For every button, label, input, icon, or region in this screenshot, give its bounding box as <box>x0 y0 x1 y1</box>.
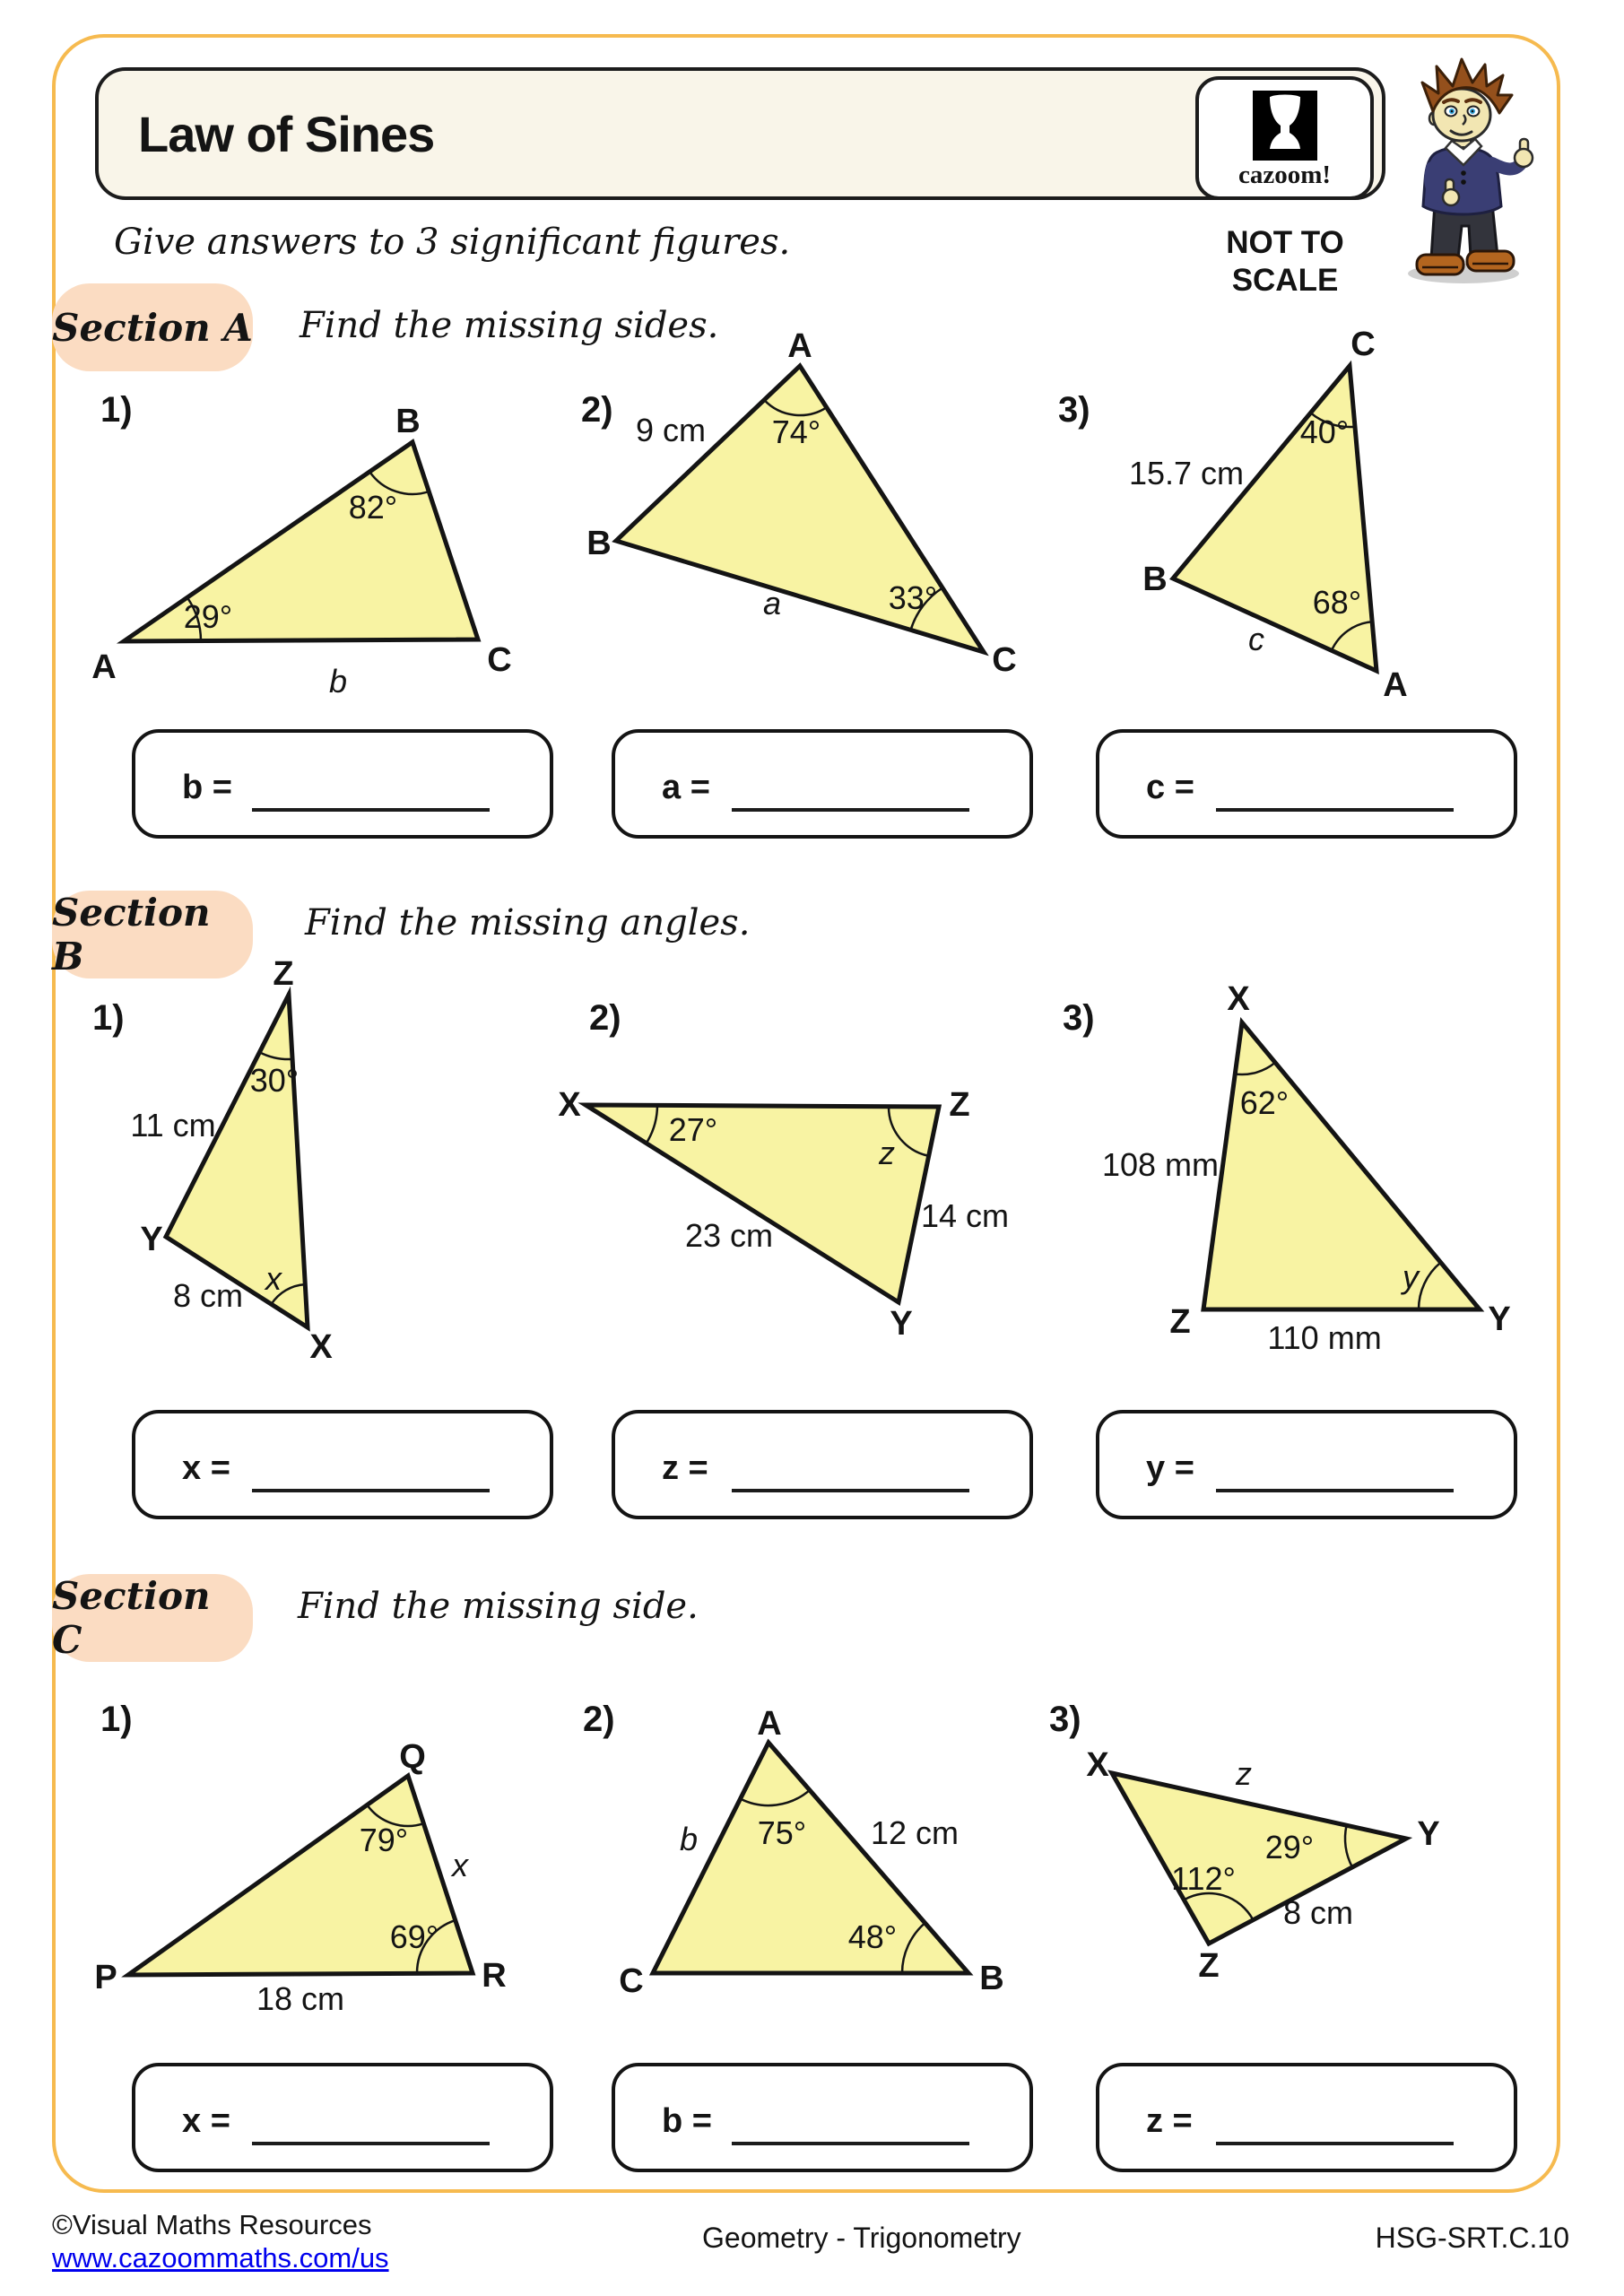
measure-label: 8 cm <box>172 1277 244 1314</box>
vertex-label: C <box>619 1962 644 2000</box>
vertex-label: P <box>94 1959 117 1996</box>
answer-label: b = <box>662 2102 712 2140</box>
measure-label: 27° <box>668 1111 718 1148</box>
mascot-illustration <box>1392 56 1535 285</box>
answer-box <box>612 2063 1033 2172</box>
measure-label: 68° <box>1312 584 1362 621</box>
answer-box <box>132 1410 553 1519</box>
answer-label: z = <box>1146 2102 1193 2140</box>
section-a-prompt: Find the missing sides. <box>300 305 719 346</box>
measure-label: 30° <box>249 1062 300 1099</box>
side-variable-label: z <box>879 1135 895 1171</box>
answer-line[interactable] <box>732 808 969 812</box>
cazoom-logo-text: cazoom! <box>1238 161 1332 189</box>
answer-label: c = <box>1146 769 1194 806</box>
vertex-label: C <box>1350 326 1376 363</box>
answer-line[interactable] <box>732 2142 969 2145</box>
answer-box <box>1096 2063 1517 2172</box>
measure-label: 110 mm <box>1267 1319 1382 1356</box>
cazoom-goblet-icon <box>1253 91 1317 161</box>
answer-line[interactable] <box>252 808 490 812</box>
triangle-shape <box>1203 1022 1480 1309</box>
triangle-shape <box>1112 1773 1406 1944</box>
section-b-label: Section B <box>52 891 253 978</box>
answer-box <box>612 729 1033 839</box>
vertex-label: C <box>487 641 512 679</box>
problem-number: 2) <box>589 998 621 1038</box>
vertex-label: Y <box>890 1305 913 1343</box>
section-a-label: Section A <box>52 283 253 371</box>
answer-line[interactable] <box>1216 1489 1454 1492</box>
measure-label: 112° <box>1171 1860 1236 1897</box>
section-b-prompt: Find the missing angles. <box>305 902 751 944</box>
vertex-label: X <box>1086 1746 1109 1784</box>
answer-line[interactable] <box>732 1489 969 1492</box>
vertex-label: A <box>1383 666 1408 704</box>
answer-label: b = <box>182 769 232 806</box>
answer-label: x = <box>182 1449 230 1487</box>
measure-label: 11 cm <box>130 1107 216 1144</box>
measure-label: 79° <box>359 1822 409 1858</box>
measure-label: 12 cm <box>870 1814 960 1851</box>
measure-label: 40° <box>1299 413 1350 450</box>
measure-label: 75° <box>757 1814 807 1851</box>
not-to-scale-note <box>1188 224 1382 300</box>
website-link[interactable]: www.cazoommaths.com/us <box>52 2242 389 2274</box>
page-title: Law of Sines <box>138 105 435 162</box>
problem-number: 3) <box>1049 1700 1081 1739</box>
side-variable-label: y <box>1403 1258 1419 1295</box>
answer-line[interactable] <box>1216 2142 1454 2145</box>
measure-label: 82° <box>348 489 398 526</box>
measure-label: 15.7 cm <box>1128 455 1245 491</box>
vertex-label: B <box>1142 561 1168 598</box>
triangle-shape <box>1173 366 1376 671</box>
copyright-text: ©Visual Maths Resources <box>52 2209 372 2240</box>
vertex-label: Q <box>399 1738 426 1776</box>
problem-number: 1) <box>100 1700 133 1739</box>
vertex-label: X <box>1227 980 1250 1018</box>
side-variable-label: b <box>679 1821 699 1857</box>
side-variable-label: c <box>1248 621 1264 657</box>
answer-box <box>132 2063 553 2172</box>
answer-line[interactable] <box>252 2142 490 2145</box>
instruction-text: Give answers to 3 significant figures. <box>114 222 791 263</box>
answer-label: x = <box>182 2102 230 2140</box>
side-variable-label: x <box>265 1260 282 1297</box>
answer-box <box>1096 729 1517 839</box>
vertex-label: B <box>395 403 421 440</box>
measure-label: 62° <box>1239 1084 1290 1121</box>
side-variable-label: b <box>328 663 348 700</box>
section-c-label: Section C <box>52 1574 253 1662</box>
vertex-label: A <box>787 327 812 365</box>
vertex-label: Z <box>273 955 294 993</box>
triangle-shape <box>653 1743 968 1973</box>
vertex-label: Y <box>140 1221 163 1258</box>
measure-label: 108 mm <box>1101 1146 1220 1183</box>
problem-number: 1) <box>92 998 125 1038</box>
answer-box <box>132 729 553 839</box>
triangle-shape <box>124 442 478 641</box>
problem-number: 2) <box>581 390 613 430</box>
measure-label: 9 cm <box>635 412 707 448</box>
vertex-label: Z <box>1169 1303 1191 1341</box>
measure-label: 23 cm <box>684 1217 774 1254</box>
vertex-label: Y <box>1417 1815 1440 1853</box>
measure-label: 33° <box>888 579 938 616</box>
answer-box <box>612 1410 1033 1519</box>
side-variable-label: x <box>452 1847 468 1883</box>
side-variable-label: z <box>1236 1755 1252 1792</box>
problem-number: 3) <box>1058 390 1090 430</box>
measure-label: 29° <box>183 598 233 635</box>
worksheet-title-box <box>95 67 1385 200</box>
footer-topic: Geometry - Trigonometry <box>702 2222 1021 2254</box>
measure-label: 69° <box>389 1918 439 1955</box>
measure-label: 14 cm <box>920 1197 1010 1234</box>
answer-label: y = <box>1146 1449 1194 1487</box>
vertex-label: B <box>979 1960 1004 1997</box>
answer-line[interactable] <box>1216 808 1454 812</box>
measure-label: 74° <box>771 413 821 450</box>
vertex-label: B <box>586 525 612 562</box>
vertex-label: X <box>558 1086 581 1124</box>
vertex-label: Y <box>1488 1300 1511 1338</box>
answer-label: z = <box>662 1449 708 1487</box>
vertex-label: A <box>91 648 117 686</box>
measure-label: 48° <box>847 1918 898 1955</box>
section-c-prompt: Find the missing side. <box>298 1586 699 1627</box>
problem-number: 1) <box>100 390 133 430</box>
measure-label: 8 cm <box>1282 1894 1354 1931</box>
vertex-label: R <box>482 1957 507 1995</box>
side-variable-label: a <box>762 585 782 622</box>
answer-label: a = <box>662 769 710 806</box>
problem-number: 2) <box>583 1700 615 1739</box>
standard-code: HSG-SRT.C.10 <box>1375 2222 1569 2254</box>
vertex-label: Z <box>1198 1947 1220 1985</box>
vertex-label: Z <box>949 1086 970 1124</box>
measure-label: 18 cm <box>256 1980 345 2017</box>
measure-label: 29° <box>1264 1829 1315 1866</box>
vertex-label: C <box>992 641 1017 679</box>
cazoom-logo <box>1195 76 1374 200</box>
vertex-label: X <box>309 1328 333 1366</box>
answer-line[interactable] <box>252 1489 490 1492</box>
vertex-label: A <box>757 1705 782 1743</box>
answer-box <box>1096 1410 1517 1519</box>
not-to-scale-line2: SCALE <box>1231 263 1339 298</box>
not-to-scale-line1: NOT TO <box>1226 225 1344 260</box>
problem-number: 3) <box>1063 998 1095 1038</box>
